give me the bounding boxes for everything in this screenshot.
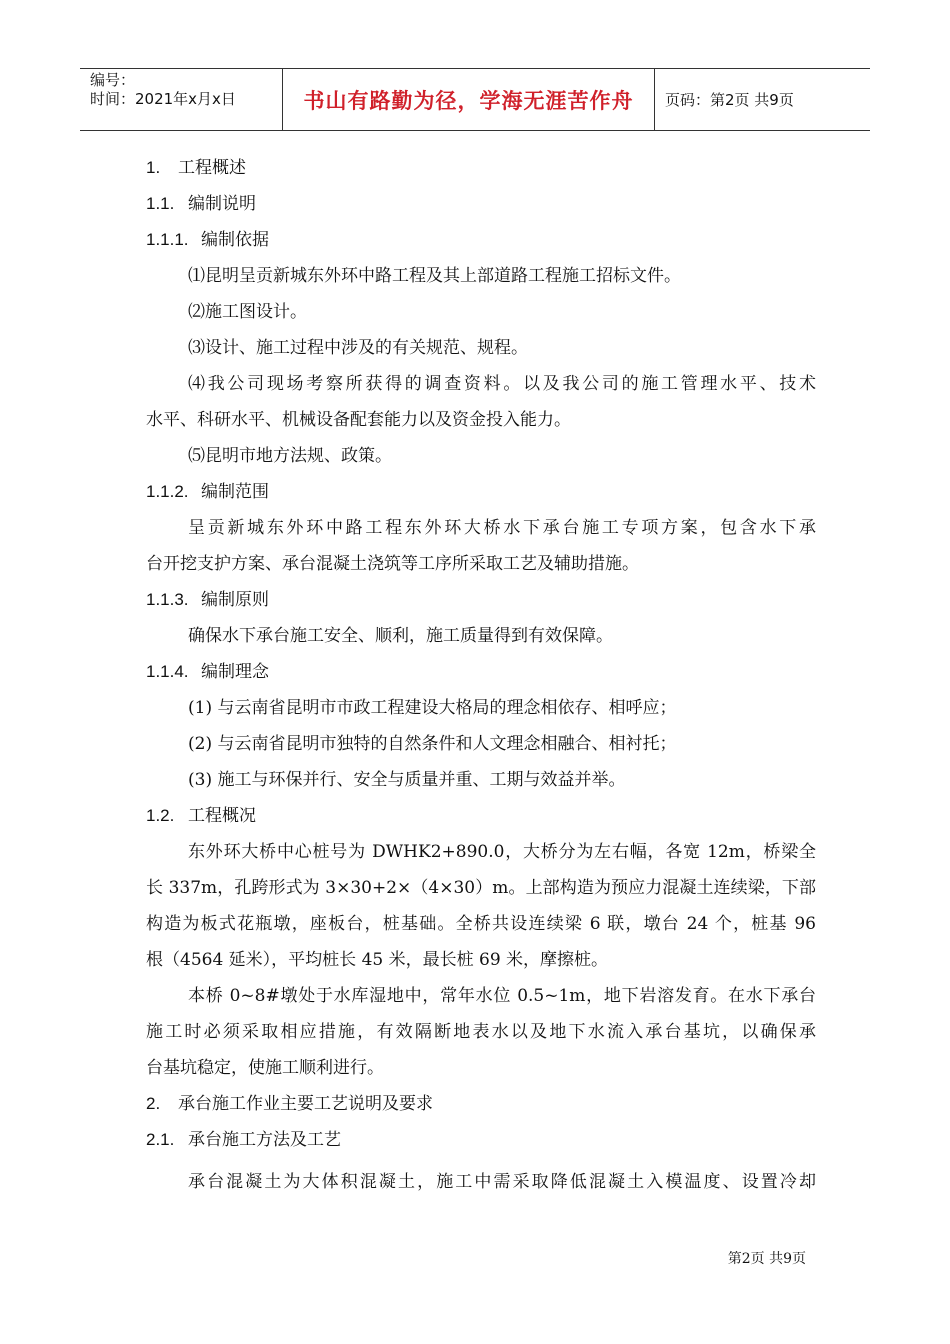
concept-item: (1) 与云南省昆明市市政工程建设大格局的理念相依存、相呼应； (188, 698, 677, 718)
basis-item: ⑴昆明呈贡新城东外环中路工程及其上部道路工程施工招标文件。 (188, 266, 681, 286)
overview-text: 根（4564 延米），平均桩长 45 米，最长桩 69 米，摩擦桩。 (146, 950, 609, 970)
header-motto: 书山有路勤为径，学海无涯苦作舟 (282, 69, 655, 130)
heading-1-1-1: 1.1.1. 编制依据 (146, 230, 269, 250)
heading-1-2: 1.2. 工程概况 (146, 806, 256, 826)
basis-item: ⑷我公司现场考察所获得的调查资料。以及我公司的施工管理水平、技术 (188, 374, 816, 394)
concept-item: (2) 与云南省昆明市独特的自然条件和人文理念相融合、相衬托； (188, 734, 677, 754)
method-text: 承台混凝土为大体积混凝土，施工中需采取降低混凝土入模温度、设置冷却 (188, 1172, 816, 1192)
page-footer: 第2页 共9页 (727, 1251, 806, 1267)
heading-1-1: 1.1. 编制说明 (146, 194, 256, 214)
time-label: 时间：2021年x月x日 (90, 90, 236, 108)
header-meta (80, 69, 282, 130)
number-label: 编号： (90, 71, 136, 89)
heading-2: 2. 承台施工作业主要工艺说明及要求 (146, 1094, 433, 1114)
header-page-label: 页码：第2页 共9页 (665, 91, 794, 109)
site-text: 本桥 0~8#墩处于水库湿地中，常年水位 0.5~1m，地下岩溶发育。在水下承台 (188, 986, 816, 1006)
heading-1-1-3: 1.1.3. 编制原则 (146, 590, 269, 610)
site-text: 施工时必须采取相应措施，有效隔断地表水以及地下水流入承台基坑，以确保承 (146, 1022, 816, 1042)
concept-item: (3) 施工与环保并行、安全与质量并重、工期与效益并举。 (188, 770, 626, 790)
site-text: 台基坑稳定，使施工顺利进行。 (146, 1058, 384, 1078)
header-table (80, 68, 870, 131)
basis-item: ⑶设计、施工过程中涉及的有关规范、规程。 (188, 338, 528, 358)
basis-item: ⑸昆明市地方法规、政策。 (188, 446, 392, 466)
overview-text: 长 337m，孔跨形式为 3×30+2×（4×30）m。上部构造为预应力混凝土连续梁，下部 (146, 878, 816, 898)
basis-item: ⑵施工图设计。 (188, 302, 307, 322)
overview-text: 东外环大桥中心桩号为 DWHK2+890.0，大桥分为左右幅，各宽 12m，桥梁全 (188, 842, 816, 862)
heading-1-1-2: 1.1.2. 编制范围 (146, 482, 269, 502)
heading-1: 1. 工程概述 (146, 158, 246, 178)
scope-text: 呈贡新城东外环中路工程东外环大桥水下承台施工专项方案，包含水下承 (188, 518, 816, 538)
overview-text: 构造为板式花瓶墩，座板台，桩基础。全桥共设连续梁 6 联，墩台 24 个，桩基 96 (146, 914, 816, 934)
heading-2-1: 2.1. 承台施工方法及工艺 (146, 1130, 341, 1150)
scope-text: 台开挖支护方案、承台混凝土浇筑等工序所采取工艺及辅助措施。 (146, 554, 639, 574)
document-body (146, 150, 816, 1200)
heading-1-1-4: 1.1.4. 编制理念 (146, 662, 269, 682)
principle-text: 确保水下承台施工安全、顺利，施工质量得到有效保障。 (188, 626, 613, 646)
basis-item-continued: 水平、科研水平、机械设备配套能力以及资金投入能力。 (146, 410, 571, 430)
